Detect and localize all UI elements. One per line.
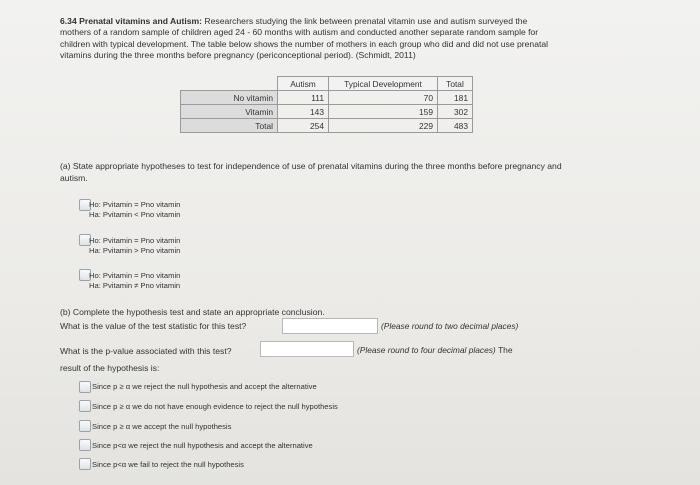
- h0-text: Ho: Pvitamin = Pno vitamin: [89, 200, 181, 209]
- conclusion-option-2-checkbox[interactable]: [79, 400, 91, 412]
- row-label: No vitamin: [181, 91, 278, 105]
- conclusion-option-1-checkbox[interactable]: [79, 381, 91, 393]
- table-cell: 159: [329, 105, 438, 119]
- hypothesis-option-1: [89, 200, 180, 220]
- conclusion-option-5-checkbox[interactable]: [79, 458, 91, 470]
- problem-title: 6.34 Prenatal vitamins and Autism:: [60, 16, 203, 26]
- conclusion-option-3-checkbox[interactable]: [79, 420, 91, 432]
- h0-text: Ho: Pvitamin = Pno vitamin: [89, 236, 181, 245]
- p-value-hint: [357, 345, 513, 355]
- problem-text: Researchers studying the link between prenatal vitamin use and autism surveyed the mothers of a random sample of children aged 24 - 60 months with autism and conducted another separate random sample for children with typical development. The table below shows the number of mothers in each group who did and did not use prenatal vitamins during the three months before pregnancy (periconceptional period). (Schmidt, 2011): [60, 16, 549, 60]
- conclusion-option-4-checkbox[interactable]: [79, 439, 91, 451]
- p-value-question: What is the p-value associated with this test?: [60, 346, 232, 356]
- table-cell: 143: [278, 105, 329, 119]
- ha-text: Ha: Pvitamin ≠ Pno vitamin: [89, 281, 181, 290]
- problem-statement: [60, 16, 560, 61]
- h0-text: Ho: Pvitamin = Pno vitamin: [89, 271, 181, 280]
- hypothesis-option-3: [89, 271, 180, 291]
- p-value-input[interactable]: [260, 341, 354, 357]
- conclusion-option-4: Since p<α we reject the null hypothesis and accept the alternative: [92, 441, 313, 450]
- hypothesis-option-2: [89, 236, 180, 256]
- table-row: [181, 105, 473, 119]
- ha-text: Ha: Pvitamin > Pno vitamin: [89, 246, 181, 255]
- contingency-table: [180, 76, 473, 133]
- table-header: Typical Development: [329, 77, 438, 91]
- table-header: Total: [438, 77, 473, 91]
- test-statistic-question: What is the value of the test statistic for this test?: [60, 321, 247, 331]
- part-b-intro: (b) Complete the hypothesis test and state an appropriate conclusion.: [60, 307, 325, 317]
- table-cell: 229: [329, 119, 438, 133]
- table-cell: 111: [278, 91, 329, 105]
- row-label: Vitamin: [181, 105, 278, 119]
- conclusion-option-3: Since p ≥ α we accept the null hypothesis: [92, 422, 232, 431]
- conclusion-option-5: Since p<α we fail to reject the null hypothesis: [92, 460, 244, 469]
- table-cell: 302: [438, 105, 473, 119]
- table-cell: 181: [438, 91, 473, 105]
- table-header: Autism: [278, 77, 329, 91]
- conclusion-option-1: Since p ≥ α we reject the null hypothesis and accept the alternative: [92, 382, 317, 391]
- test-statistic-hint: (Please round to two decimal places): [381, 321, 519, 331]
- table-corner: [181, 77, 278, 91]
- part-a-question: (a) State appropriate hypotheses to test for independence of use of prenatal vitamins during the three months before pregnancy and autism.: [60, 161, 562, 183]
- table-cell: 254: [278, 119, 329, 133]
- the-text: The: [498, 345, 513, 355]
- table-cell: 483: [438, 119, 473, 133]
- table-cell: 70: [329, 91, 438, 105]
- ha-text: Ha: Pvitamin < Pno vitamin: [89, 210, 181, 219]
- table-row: [181, 119, 473, 133]
- table-row: [181, 91, 473, 105]
- result-label: result of the hypothesis is:: [60, 363, 160, 373]
- p-value-hint-text: (Please round to four decimal places): [357, 345, 496, 355]
- table-header-row: [181, 77, 473, 91]
- test-statistic-input[interactable]: [282, 318, 378, 334]
- conclusion-option-2: Since p ≥ α we do not have enough evidence to reject the null hypothesis: [92, 402, 338, 411]
- row-label: Total: [181, 119, 278, 133]
